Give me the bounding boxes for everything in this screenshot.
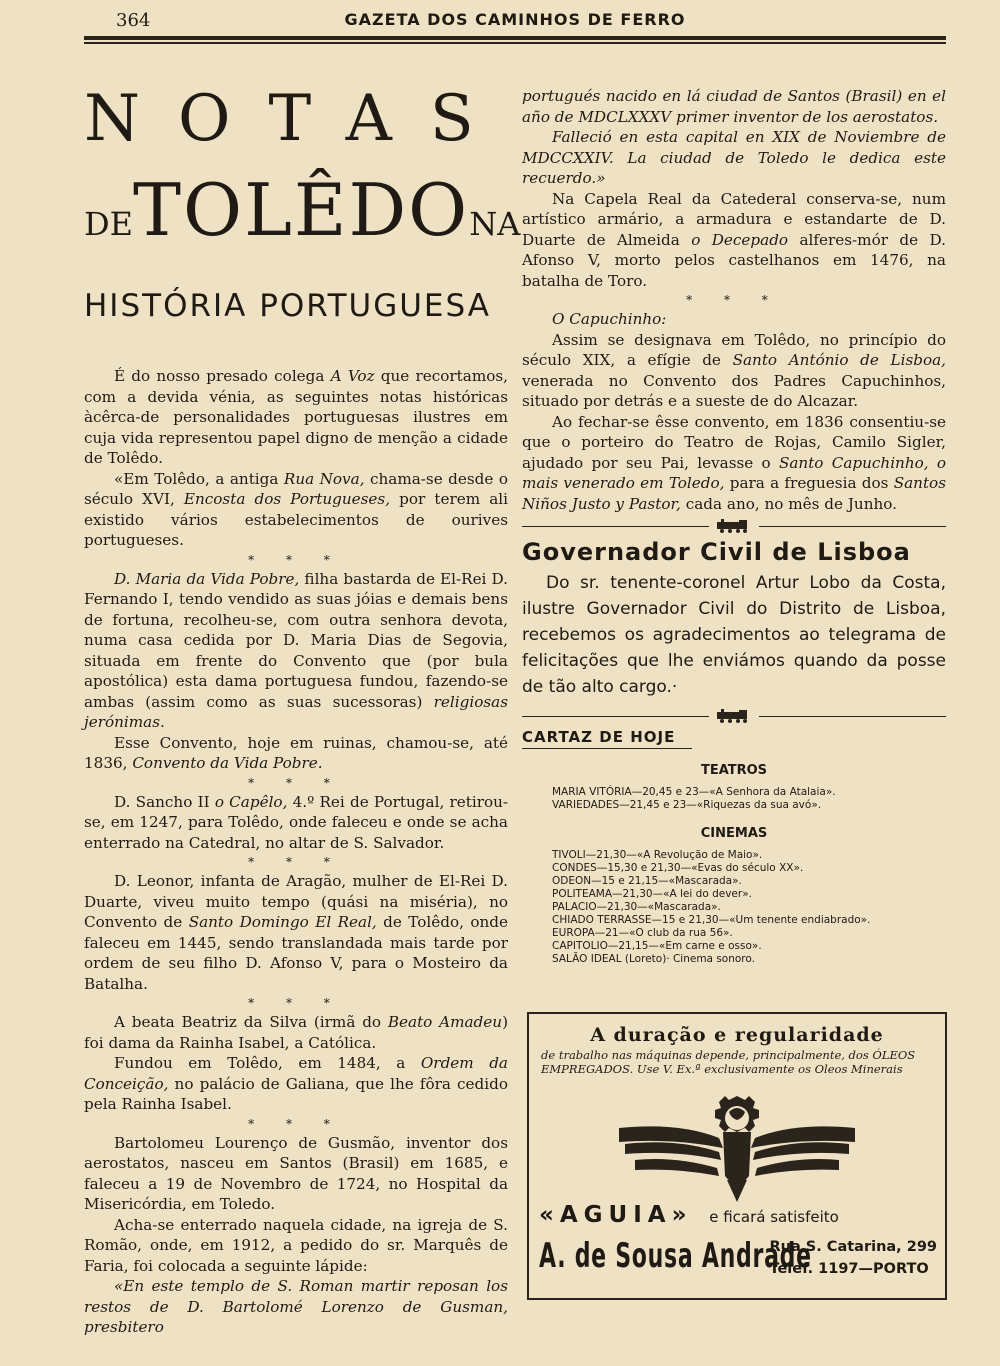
title-toledo-word: TOLÊDO bbox=[133, 168, 470, 252]
title-na: NA bbox=[469, 205, 521, 243]
ad-address bbox=[769, 1236, 937, 1280]
teatros-list bbox=[552, 786, 946, 812]
title-de: DE bbox=[84, 205, 134, 243]
article-body-left bbox=[84, 366, 508, 1338]
paragraph: Ao fechar-se êsse convento, em 1836 consentiu-se que o porteiro do Teatro de Rojas, Camilo Sigler, ajudado por seu Pai, levasse o Santo Capuchinho, o mais venerado em Toledo, para a freguesia dos Santos Niños Justo y Pastor, cada ano, no mês de Junho. bbox=[522, 412, 946, 513]
cinemas-list bbox=[552, 849, 946, 966]
section-stars: * * * bbox=[248, 996, 344, 1010]
listing-item: VARIEDADES—21,45 e 23—«Riquezas da sua avó». bbox=[552, 799, 822, 811]
teatros-heading: TEATROS bbox=[700, 763, 768, 778]
header-rule bbox=[84, 36, 946, 40]
paragraph: Bartolomeu Lourenço de Gusmão, inventor dos aerostatos, nasceu em Santos (Brasil) em 1685, e faleceu a 19 de Novembro de 1724, no Hospital da Misericórdia, em Toledo. bbox=[84, 1133, 508, 1213]
section-stars: * * * bbox=[686, 293, 782, 307]
section-stars: * * * bbox=[248, 855, 344, 869]
ad-headline: A duração e regularidade bbox=[590, 1024, 884, 1046]
cinemas-heading: CINEMAS bbox=[700, 826, 768, 841]
train-divider bbox=[522, 518, 946, 532]
paragraph: Acha-se enterrado naquela cidade, na igreja de S. Romão, onde, em 1912, a pedido do sr. Marquês de Faria, foi colocada a seguinte lápide: bbox=[84, 1215, 508, 1275]
paragraph: Esse Convento, hoje em ruinas, chamou-se, até 1836, Convento da Vida Pobre. bbox=[84, 733, 508, 772]
train-divider bbox=[522, 708, 946, 722]
paragraph: É do nosso presado colega A Voz que recortamos, com a devida vénia, as seguintes notas históricas àcêrca-de personalidades portuguesas ilustres em cuja vida representou papel digno de menção a cidade de Tolêdo. bbox=[84, 367, 508, 467]
paragraph-inscription-end: Falleció en esta capital en XIX de Noviembre de MDCCXXIV. La ciudad de Toledo le dedica este recuerdo.» bbox=[522, 128, 946, 187]
listing-item: POLITEAMA—21,30—«A lei do dever». bbox=[552, 888, 752, 900]
advertisement-box bbox=[527, 1012, 947, 1300]
paragraph: D. Sancho II o Capêlo, 4.º Rei de Portugal, retirou-se, em 1247, para Tolêdo, onde faleceu e onde se acha enterrado na Catedral, no altar de S. Salvador. bbox=[84, 792, 509, 852]
listing-item: PALACIO—21,30—«Mascarada». bbox=[552, 901, 721, 913]
listing-item: TIVOLI—21,30—«A Revolução de Maio». bbox=[552, 849, 763, 861]
listing-item: CHIADO TERRASSE—15 e 21,30—«Um tenente endiabrado». bbox=[552, 914, 871, 926]
ad-address-phone: Telef. 1197—PORTO bbox=[769, 1261, 929, 1277]
header-rule-thin bbox=[84, 42, 946, 44]
governador-title: Governador Civil de Lisboa bbox=[522, 538, 911, 566]
right-column bbox=[522, 86, 946, 966]
page-number: 364 bbox=[116, 10, 151, 31]
left-column bbox=[84, 82, 521, 1338]
section-stars: * * * bbox=[248, 775, 344, 790]
section-stars: * * * bbox=[248, 1116, 344, 1131]
ad-company-name: A. de Sousa Andrade bbox=[539, 1236, 812, 1276]
article-title-notas: NOTAS bbox=[84, 82, 512, 156]
paragraph: Fundou em Tolêdo, em 1484, a Ordem da Conceição, no palácio de Galiana, que lhe fôra cedido pela Rainha Isabel. bbox=[84, 1054, 508, 1113]
ad-brand-line bbox=[539, 1202, 935, 1228]
listing-item: ODEON—15 e 21,15—«Mascarada». bbox=[552, 875, 742, 887]
locomotive-icon bbox=[709, 518, 759, 537]
locomotive-icon bbox=[709, 708, 759, 727]
article-title-toledo bbox=[84, 168, 521, 268]
paragraph-inscription-cont: portugués nacido en lá ciudad de Santos (Brasil) en el año de MDCLXXXV primer inventor de los aerostatos. bbox=[522, 87, 946, 126]
paragraph: Na Capela Real da Catederal conserva-se, num artístico armário, a armadura e estandarte de D. Duarte de Almeida o Decepado alferes-mór de D. Afonso V, morto pelos castelhanos em 1476, na batalha de Toro. bbox=[522, 189, 946, 290]
ad-brand-tail: e ficará satisfeito bbox=[709, 1208, 839, 1226]
cartaz-title: CARTAZ DE HOJE bbox=[522, 728, 676, 746]
article-title-historia: HISTÓRIA PORTUGUESA bbox=[84, 288, 491, 324]
listing-item: CONDES—15,30 e 21,30—«Evas do século XX». bbox=[552, 862, 804, 874]
listing-item: MARIA VITÓRIA—20,45 e 23—«A Senhora da Atalaia». bbox=[552, 786, 836, 798]
paragraph: Assim se designava em Tolêdo, no princípio do século XIX, a efígie de Santo António de Lisboa, venerada no Convento dos Padres Capuchinhos, situado por detrás e a sueste de do Alcazar. bbox=[522, 330, 946, 410]
cartaz-rule bbox=[522, 748, 692, 749]
ad-brand: «AGUIA» bbox=[539, 1202, 693, 1228]
paragraph: D. Leonor, infanta de Aragão, mulher de El-Rei D. Duarte, viveu muito tempo (quási na miséria), no Convento de Santo Domingo El Real, de Tolêdo, onde faleceu em 1445, sendo translandada mais tarde por ordem de seu filho D. Afonso V, para o Mosteiro da Batalha. bbox=[84, 872, 508, 993]
ad-address-street: Rua S. Catarina, 299 bbox=[769, 1239, 937, 1255]
journal-title: GAZETA DOS CAMINHOS DE FERRO bbox=[344, 10, 686, 29]
paragraph-inscription: «En este templo de S. Roman martir reposan los restos de D. Bartolomé Lorenzo de Gusman, presbitero bbox=[84, 1277, 508, 1336]
ad-subtext: de trabalho nas máquinas depende, principalmente, dos ÓLEOS EMPREGADOS. Use V. Ex.ª exclusivamente os Oleos Minerais bbox=[541, 1048, 916, 1076]
governador-text: Do sr. tenente-coronel Artur Lobo da Costa, ilustre Governador Civil do Distrito de Lisboa, recebemos os agradecimentos ao telegrama de felicitações que lhe enviámos quando da posse de tão alto cargo.· bbox=[522, 573, 946, 697]
paragraph: A beata Beatriz da Silva (irmã do Beato Amadeu) foi dama da Rainha Isabel, a Católica. bbox=[84, 1013, 508, 1052]
paragraph: «Em Tolêdo, a antiga Rua Nova, chama-se desde o século XVI, Encosta dos Portugueses, por terem ali existido vários estabelecimentos de ourives portugueses. bbox=[84, 469, 509, 549]
listing-item: EUROPA—21—«O club da rua 56». bbox=[552, 927, 733, 939]
section-stars: * * * bbox=[248, 552, 344, 567]
paragraph: D. Maria da Vida Pobre, filha bastarda de El-Rei D. Fernando I, tendo vendido as suas jóias e demais bens de fortuna, recolheu-se, com outra senhora devota, numa casa cedida por D. Maria Dias de Segovia, situada em frente do Convento que (por bula apostólica) esta dama portuguesa fundou, fazendo-se ambas (assim como as suas sucessoras) religiosas jerónimas. bbox=[84, 569, 508, 731]
subheading-capuchinho: O Capuchinho: bbox=[552, 310, 667, 328]
listing-item: SALÃO IDEAL (Loreto)· Cinema sonoro. bbox=[552, 953, 755, 965]
article-body-right bbox=[522, 86, 946, 514]
listing-item: CAPITOLIO—21,15—«Em carne e osso». bbox=[552, 940, 762, 952]
eagle-emblem-icon bbox=[619, 1088, 855, 1206]
